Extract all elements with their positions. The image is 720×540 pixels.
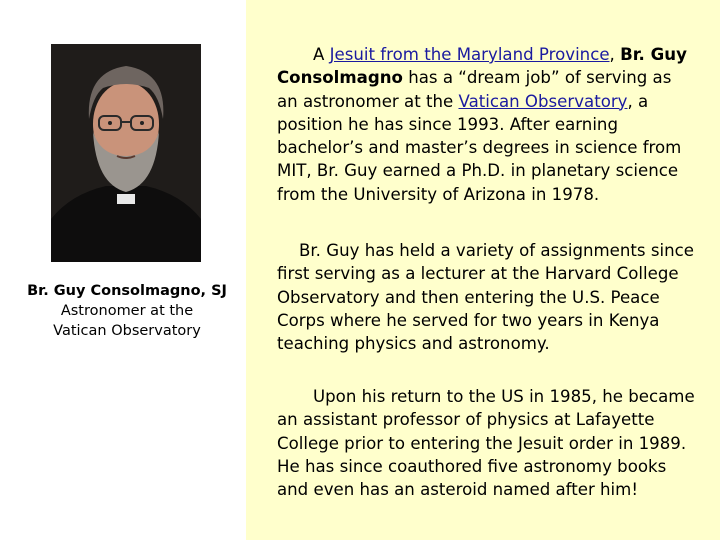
portrait-photo — [51, 44, 201, 262]
paragraph-2-text: Br. Guy has held a variety of assignments since first serving as a lecturer at the Harvard College Observatory and then entering the U.S. Peace Corps where he served for two years in Kenya teaching physics and astronomy. — [277, 241, 694, 354]
paragraph-1 — [277, 43, 697, 206]
paragraph-1-text-end: , a position he has since 1993. After earning bachelor’s and master’s degrees in science from MIT, Br. Guy earned a Ph.D. in planetary science from the University of Arizona in 1978. — [277, 91, 682, 204]
paragraph-3 — [277, 385, 697, 501]
paragraph-1-text-start: A — [313, 45, 330, 64]
paragraph-3-text: Upon his return to the US in 1985, he became an assistant professor of physics at Lafayette College prior to entering the Jesuit order in 1989. He has since coauthored five astronomy books and even has an asteroid named after him! — [277, 387, 695, 500]
caption-name: Br. Guy Consolmagno, SJ — [27, 283, 227, 299]
paragraph-1-separator: , — [609, 45, 621, 64]
left-panel — [0, 0, 246, 540]
paragraph-1-text-middle: has a “dream job” of serving as an astronomer at the — [277, 68, 672, 111]
right-panel — [246, 0, 720, 540]
link-vatican-observatory[interactable]: Vatican Observatory — [458, 91, 628, 111]
caption-line-2: Vatican Observatory — [53, 323, 201, 339]
name-bold: Br. Guy Consolmagno — [277, 45, 687, 88]
photo-caption — [14, 281, 240, 341]
portrait-illustration — [51, 44, 201, 262]
link-jesuit-maryland-province[interactable]: Jesuit from the Maryland Province — [329, 45, 610, 64]
paragraph-2 — [277, 239, 697, 355]
caption-line-1: Astronomer at the — [60, 303, 194, 319]
